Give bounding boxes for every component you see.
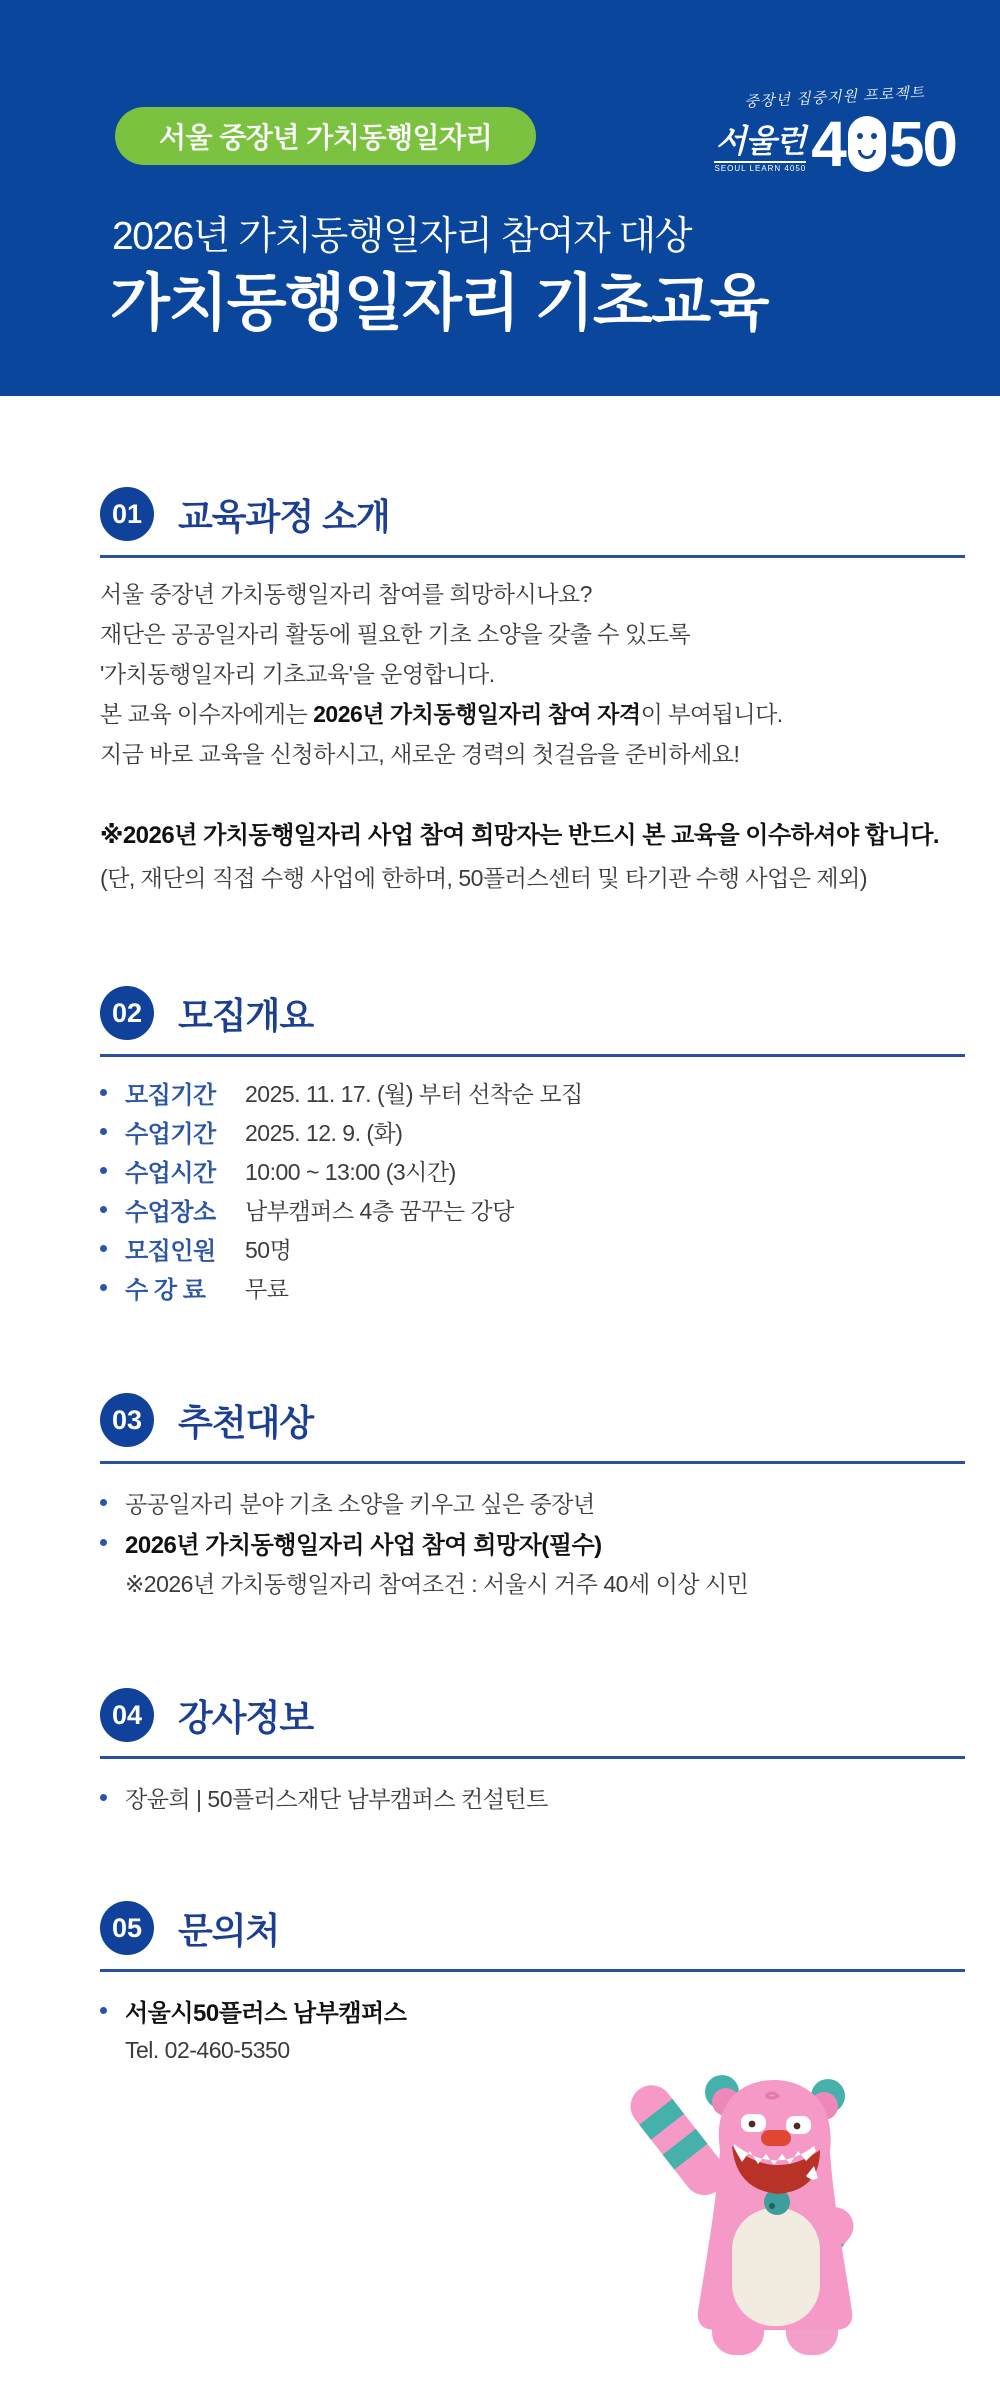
section-divider	[100, 1054, 965, 1057]
section-title: 강사정보	[178, 1696, 314, 1738]
bullet-dot-icon	[100, 2007, 107, 2014]
item-label: 모집기간	[125, 1082, 216, 1109]
section-divider	[100, 1969, 965, 1972]
smiley-mouth	[858, 150, 876, 159]
item-label: 수업시간	[125, 1160, 216, 1187]
item-label: 수 강 료	[125, 1277, 206, 1304]
pink-monster-mascot-image	[628, 2050, 918, 2360]
recruit-detail-list	[100, 1073, 965, 1307]
section-divider	[100, 555, 965, 558]
list-item	[100, 1482, 965, 1522]
item-value: 50명	[245, 1237, 292, 1263]
mandatory-note-bold: ※2026년 가치동행일자리 사업 참여 희망자는 반드시 본 교육을 이수하셔야 합니다.	[100, 822, 940, 849]
bullet-dot-icon	[100, 1206, 107, 1213]
section-02-header	[100, 986, 965, 1040]
section-05-header	[100, 1901, 965, 1955]
section-number-badge: 02	[100, 986, 154, 1040]
section-divider	[100, 1756, 965, 1759]
mandatory-note	[100, 814, 965, 900]
intro-line-4	[100, 694, 965, 734]
list-item	[100, 1190, 965, 1229]
hero-banner	[0, 0, 1000, 396]
section-04-header	[100, 1688, 965, 1742]
bullet-dot-icon	[100, 1284, 107, 1291]
program-badge	[115, 107, 536, 165]
list-item	[100, 1990, 965, 2030]
intro-line-4-bold: 2026년 가치동행일자리 참여 자격	[313, 701, 641, 727]
list-item	[100, 1268, 965, 1307]
contact-name: 서울시50플러스 남부캠퍼스	[125, 1999, 407, 2027]
logo-english-wordmark: SEOUL LEARN 4050	[714, 161, 806, 173]
logo-tagline: 중장년 집중지원 프로젝트	[744, 84, 926, 111]
list-item	[100, 1112, 965, 1151]
intro-line-4-post: 이 부여됩니다.	[640, 701, 783, 727]
section-number-badge: 03	[100, 1393, 154, 1447]
bullet-dot-icon	[100, 1245, 107, 1252]
item-value: 남부캠퍼스 4층 꿈꾸는 강당	[245, 1198, 514, 1224]
section-divider	[100, 1461, 965, 1464]
target-condition-note: ※2026년 가치동행일자리 참여조건 : 서울시 거주 40세 이상 시민	[125, 1570, 749, 1597]
smiley-face-zero-icon	[848, 116, 886, 172]
item-value: 무료	[245, 1276, 289, 1302]
list-item	[100, 1229, 965, 1268]
intro-line-5: 지금 바로 교육을 신청하시고, 새로운 경력의 첫걸음을 준비하세요!	[100, 741, 740, 767]
bullet-dot-icon	[100, 1539, 107, 1546]
bullet-dot-icon	[100, 1794, 107, 1801]
section-instructor-info	[100, 1688, 965, 1817]
seoul-learn-4050-logo	[714, 84, 956, 180]
bullet-dot-icon	[100, 1089, 107, 1096]
section-contact	[100, 1901, 965, 2070]
intro-line-4-pre: 본 교육 이수자에게는	[100, 701, 314, 727]
hero-subtitle: 2026년 가치동행일자리 참여자 대상	[112, 215, 692, 258]
logo-4050-number	[811, 108, 956, 180]
instructor-list	[100, 1777, 965, 1817]
program-badge-label: 서울 중장년 가치동행일자리	[159, 122, 493, 153]
item-label: 수업기간	[125, 1121, 216, 1148]
section-recruit-overview	[100, 986, 965, 1307]
intro-line-2: 재단은 공공일자리 활동에 필요한 기초 소양을 갖출 수 있도록	[100, 621, 691, 647]
section-title: 모집개요	[178, 994, 314, 1036]
item-value: 10:00 ~ 13:00 (3시간)	[245, 1159, 456, 1185]
section-number-badge: 05	[100, 1901, 154, 1955]
smiley-eye-left	[857, 133, 863, 139]
logo-digits-50: 50	[888, 108, 956, 180]
smiley-eye-right	[871, 133, 877, 139]
bullet-dot-icon	[100, 1128, 107, 1135]
item-value: 2025. 12. 9. (화)	[245, 1120, 403, 1146]
bullet-dot-icon	[100, 1167, 107, 1174]
logo-korean-wordmark: 서울런	[715, 123, 806, 159]
list-item	[100, 1522, 965, 1562]
list-item	[100, 1073, 965, 1112]
logo-row	[714, 108, 956, 180]
section-number-badge: 01	[100, 487, 154, 541]
hero-title: 가치동행일자리 기초교육	[110, 269, 769, 338]
mascot-belly	[732, 2208, 820, 2326]
bullet-dot-icon	[100, 1499, 107, 1506]
list-item	[100, 1777, 965, 1817]
item-text: 2026년 가치동행일자리 사업 참여 희망자(필수)	[125, 1531, 602, 1559]
section-01-header	[100, 487, 965, 541]
logo-digit-4: 4	[811, 108, 845, 180]
list-item	[100, 1151, 965, 1190]
mandatory-note-sub: (단, 재단의 직접 수행 사업에 한하며, 50플러스센터 및 타기관 수행 사업은 제외)	[100, 865, 868, 891]
item-text: 공공일자리 분야 기초 소양을 키우고 싶은 중장년	[125, 1490, 595, 1517]
instructor-text: 장윤희 | 50플러스재단 남부캠퍼스 컨설턴트	[125, 1785, 548, 1812]
section-number-badge: 04	[100, 1688, 154, 1742]
intro-line-1: 서울 중장년 가치동행일자리 참여를 희망하시나요?	[100, 581, 592, 607]
contact-tel: Tel. 02-460-5350	[125, 2036, 290, 2063]
intro-line-3: '가치동행일자리 기초교육'을 운영합니다.	[100, 661, 495, 687]
mascot-nose	[761, 2130, 791, 2146]
item-label: 모집인원	[125, 1238, 216, 1265]
logo-kr-block	[714, 125, 806, 173]
target-list	[100, 1482, 965, 1602]
section-title: 교육과정 소개	[178, 495, 390, 537]
section-title: 문의처	[178, 1909, 280, 1951]
item-value: 2025. 11. 17. (월) 부터 선착순 모집	[245, 1081, 583, 1107]
section-recommended-target	[100, 1393, 965, 1602]
section-03-header	[100, 1393, 965, 1447]
section-title: 추천대상	[178, 1401, 314, 1443]
section-course-intro	[100, 487, 965, 900]
course-intro-paragraphs	[100, 574, 965, 774]
content-area	[100, 396, 965, 2070]
item-label: 수업장소	[125, 1199, 216, 1226]
